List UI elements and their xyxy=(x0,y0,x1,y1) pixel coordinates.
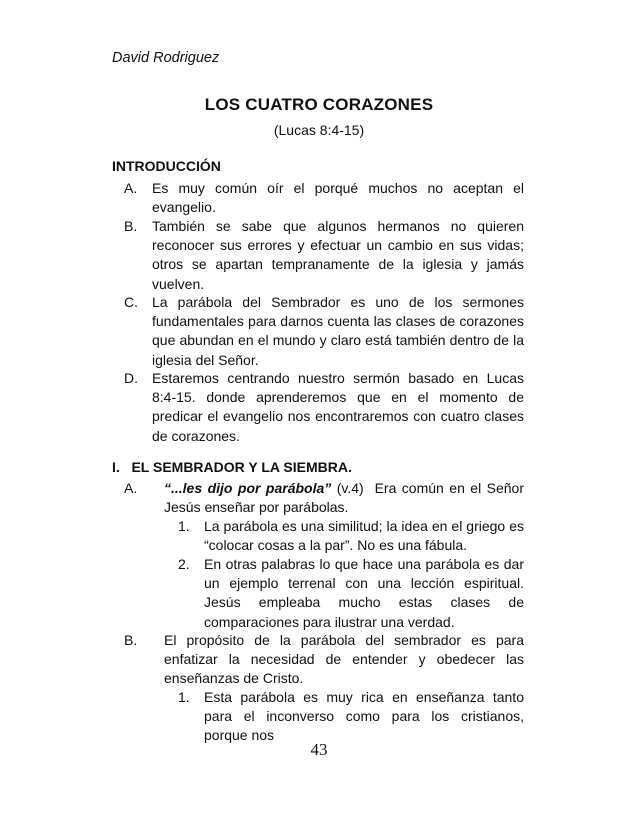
intro-item-b-marker: B. xyxy=(124,218,138,234)
item-a-body: Era común en el Señor Jesús enseñar por parábolas. xyxy=(164,480,524,516)
section-1-a-sub-2-text: En otras palabras lo que hace una parábola es dar un ejemplo terrenal con una lección espiritual. Jesús empleaba mucho estas clases de comparaciones para ilustrar una verdad. xyxy=(204,556,524,630)
section-1-a-sub-1-marker: 1. xyxy=(178,518,190,534)
section-1-b-sub-1-marker: 1. xyxy=(178,689,190,705)
intro-item-a-marker: A. xyxy=(124,180,138,196)
section-1-item-b-marker: B. xyxy=(124,632,138,648)
section-1-a-sub-2-marker: 2. xyxy=(178,556,190,572)
intro-item-c-marker: C. xyxy=(124,294,138,310)
section-1-item-a-text xyxy=(164,479,524,517)
section-1-b-sub-1-text: Esta parábola es muy rica en enseñanza tanto para el inconverso como para los cristianos, porque nos xyxy=(204,689,524,744)
sermon-title: LOS CUATRO CORAZONES xyxy=(204,95,434,114)
intro-item-a-text: Es muy común oír el porqué muchos no aceptan el evangelio. xyxy=(152,180,524,216)
section-1-a-sub-1-text: La parábola es una similitud; la idea en el griego es “colocar cosas a la par”. No es una fábula. xyxy=(204,518,524,554)
intro-item-d-marker: D. xyxy=(124,370,138,386)
page-number: 43 xyxy=(310,740,328,759)
section-1-item-b-text: El propósito de la parábola del sembrador es para enfatizar la necesidad de entender y obedecer las enseñanzas de Cristo. xyxy=(164,632,524,687)
section-1-item-a-marker: A. xyxy=(124,480,138,496)
running-header-author: David Rodriguez xyxy=(112,50,220,66)
verse-ref: (v.4) xyxy=(331,480,375,496)
scripture-reference: (Lucas 8:4-15) xyxy=(273,122,365,138)
intro-item-c-text: La parábola del Sembrador es uno de los sermones fundamentales para darnos cuenta las clases de corazones que abundan en el mundo y claro está también dentro de la iglesia del Señor. xyxy=(152,294,524,368)
parable-quote: “...les dijo por parábola” xyxy=(164,480,332,496)
intro-item-b-text: También se sabe que algunos hermanos no quieren reconocer sus errores y efectuar un cambio en sus vidas; otros se apartan tempranamente de la iglesia y jamás vuelven. xyxy=(152,218,524,292)
intro-item-d-text: Estaremos centrando nuestro sermón basado en Lucas 8:4-15. donde aprenderemos que en el momento de predicar el evangelio nos encontraremos con cuatro clases de corazones. xyxy=(152,370,524,444)
introduction-heading: INTRODUCCIÓN xyxy=(112,158,221,174)
section-1-heading: I. EL SEMBRADOR Y LA SIEMBRA. xyxy=(112,459,352,475)
